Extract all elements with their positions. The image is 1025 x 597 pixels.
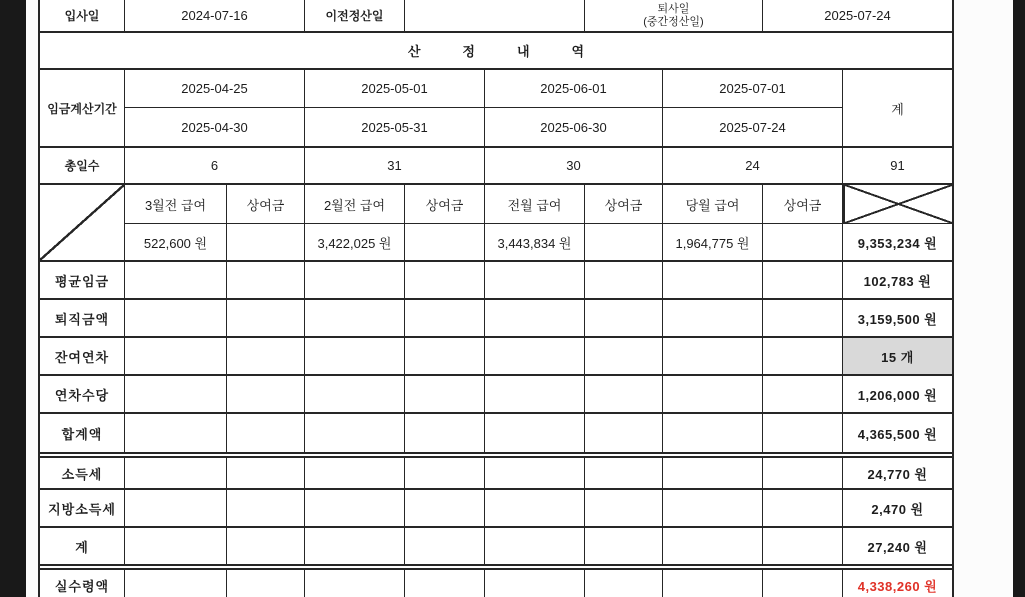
period-end-1: 2025-04-30 xyxy=(125,108,305,146)
severance-amount-label: 퇴직금액 xyxy=(40,300,125,336)
remaining-leave-row xyxy=(40,338,952,376)
local-income-tax-value: 2,470 원 xyxy=(871,501,924,517)
prev-settlement-label: 이전정산일 xyxy=(305,0,405,31)
salary-value-4: 1,964,775 원 xyxy=(663,224,763,260)
period-end-4: 2025-07-24 xyxy=(663,108,843,146)
period-end-3: 2025-06-30 xyxy=(485,108,663,146)
days-2: 31 xyxy=(305,148,485,183)
days-3: 30 xyxy=(485,148,663,183)
tax-total-label: 계 xyxy=(40,528,125,564)
severance-amount-row xyxy=(40,300,952,338)
remaining-leave-value: 15 개 xyxy=(843,338,952,374)
severance-settlement-table xyxy=(38,0,954,597)
bonus-value-4 xyxy=(763,224,843,260)
period-label: 임금계산기간 xyxy=(40,70,125,146)
period-start-row xyxy=(125,70,843,108)
days-1: 6 xyxy=(125,148,305,183)
leave-allowance-label: 연차수당 xyxy=(40,376,125,412)
period-end-row xyxy=(125,108,843,146)
salary-block xyxy=(40,185,952,262)
period-total-header: 계 xyxy=(891,101,904,117)
bonus-header-3: 상여금 xyxy=(585,185,663,223)
bonus-value-1 xyxy=(227,224,305,260)
hire-date-value: 2024-07-16 xyxy=(125,0,305,31)
severance-amount-value: 3,159,500 원 xyxy=(857,311,938,327)
exit-date-value: 2025-07-24 xyxy=(824,8,891,23)
days-4: 24 xyxy=(663,148,843,183)
net-amount-value: 4,338,260 원 xyxy=(857,579,938,594)
bonus-value-2 xyxy=(405,224,485,260)
salary-header-row xyxy=(125,185,952,224)
total-days-row xyxy=(40,148,952,185)
leave-allowance-value: 1,206,000 원 xyxy=(857,387,938,403)
days-total: 91 xyxy=(890,158,905,173)
local-income-tax-label: 지방소득세 xyxy=(40,490,125,526)
total-days-label: 총일수 xyxy=(40,148,125,183)
period-start-1: 2025-04-25 xyxy=(125,70,305,107)
exit-date-label-line2: (중간정산일) xyxy=(643,15,704,28)
income-tax-value: 24,770 원 xyxy=(867,466,928,482)
salary-total-value: 9,353,234 원 xyxy=(857,235,938,251)
salary-value-3: 3,443,834 원 xyxy=(485,224,585,260)
bonus-header-1: 상여금 xyxy=(227,185,305,223)
avg-wage-label: 평균임금 xyxy=(40,262,125,298)
avg-wage-value: 102,783 원 xyxy=(863,273,932,289)
salary-values-row xyxy=(125,224,952,260)
period-end-2: 2025-05-31 xyxy=(305,108,485,146)
diagonal-empty-cell xyxy=(40,185,125,260)
section-title-row xyxy=(40,33,952,70)
dates-header-row xyxy=(40,0,952,33)
avg-wage-row xyxy=(40,262,952,300)
salary-header-4: 당월 급여 xyxy=(663,185,763,223)
salary-header-1: 3월전 급여 xyxy=(125,185,227,223)
left-letterbox-bar xyxy=(0,0,26,597)
remaining-leave-label: 잔여연차 xyxy=(40,338,125,374)
period-start-2: 2025-05-01 xyxy=(305,70,485,107)
leave-allowance-row xyxy=(40,376,952,414)
net-amount-label: 실수령액 xyxy=(40,570,125,597)
income-tax-label: 소득세 xyxy=(40,458,125,488)
period-block xyxy=(40,70,952,148)
section-title: 산정내역 xyxy=(407,44,627,59)
prev-settlement-value xyxy=(405,0,585,31)
sum-amount-value: 4,365,500 원 xyxy=(857,426,938,442)
crossed-out-cell xyxy=(843,185,952,223)
bonus-header-2: 상여금 xyxy=(405,185,485,223)
bonus-value-3 xyxy=(585,224,663,260)
period-start-3: 2025-06-01 xyxy=(485,70,663,107)
salary-columns xyxy=(125,185,952,260)
salary-value-2: 3,422,025 원 xyxy=(305,224,405,260)
right-letterbox-bar xyxy=(1013,0,1025,597)
local-income-tax-row xyxy=(40,490,952,528)
exit-date-label-line1: 퇴사일 xyxy=(657,2,690,15)
period-start-4: 2025-07-01 xyxy=(663,70,843,107)
tax-total-row xyxy=(40,528,952,564)
salary-value-1: 522,600 원 xyxy=(125,224,227,260)
exit-date-label xyxy=(585,0,763,31)
sum-amount-label: 합계액 xyxy=(40,414,125,452)
bonus-header-4: 상여금 xyxy=(763,185,843,223)
salary-header-2: 2월전 급여 xyxy=(305,185,405,223)
net-amount-row xyxy=(40,570,952,597)
tax-total-value: 27,240 원 xyxy=(867,539,928,555)
sum-amount-row xyxy=(40,414,952,452)
period-dates xyxy=(125,70,843,146)
income-tax-row xyxy=(40,458,952,490)
hire-date-label: 입사일 xyxy=(40,0,125,31)
salary-header-3: 전월 급여 xyxy=(485,185,585,223)
